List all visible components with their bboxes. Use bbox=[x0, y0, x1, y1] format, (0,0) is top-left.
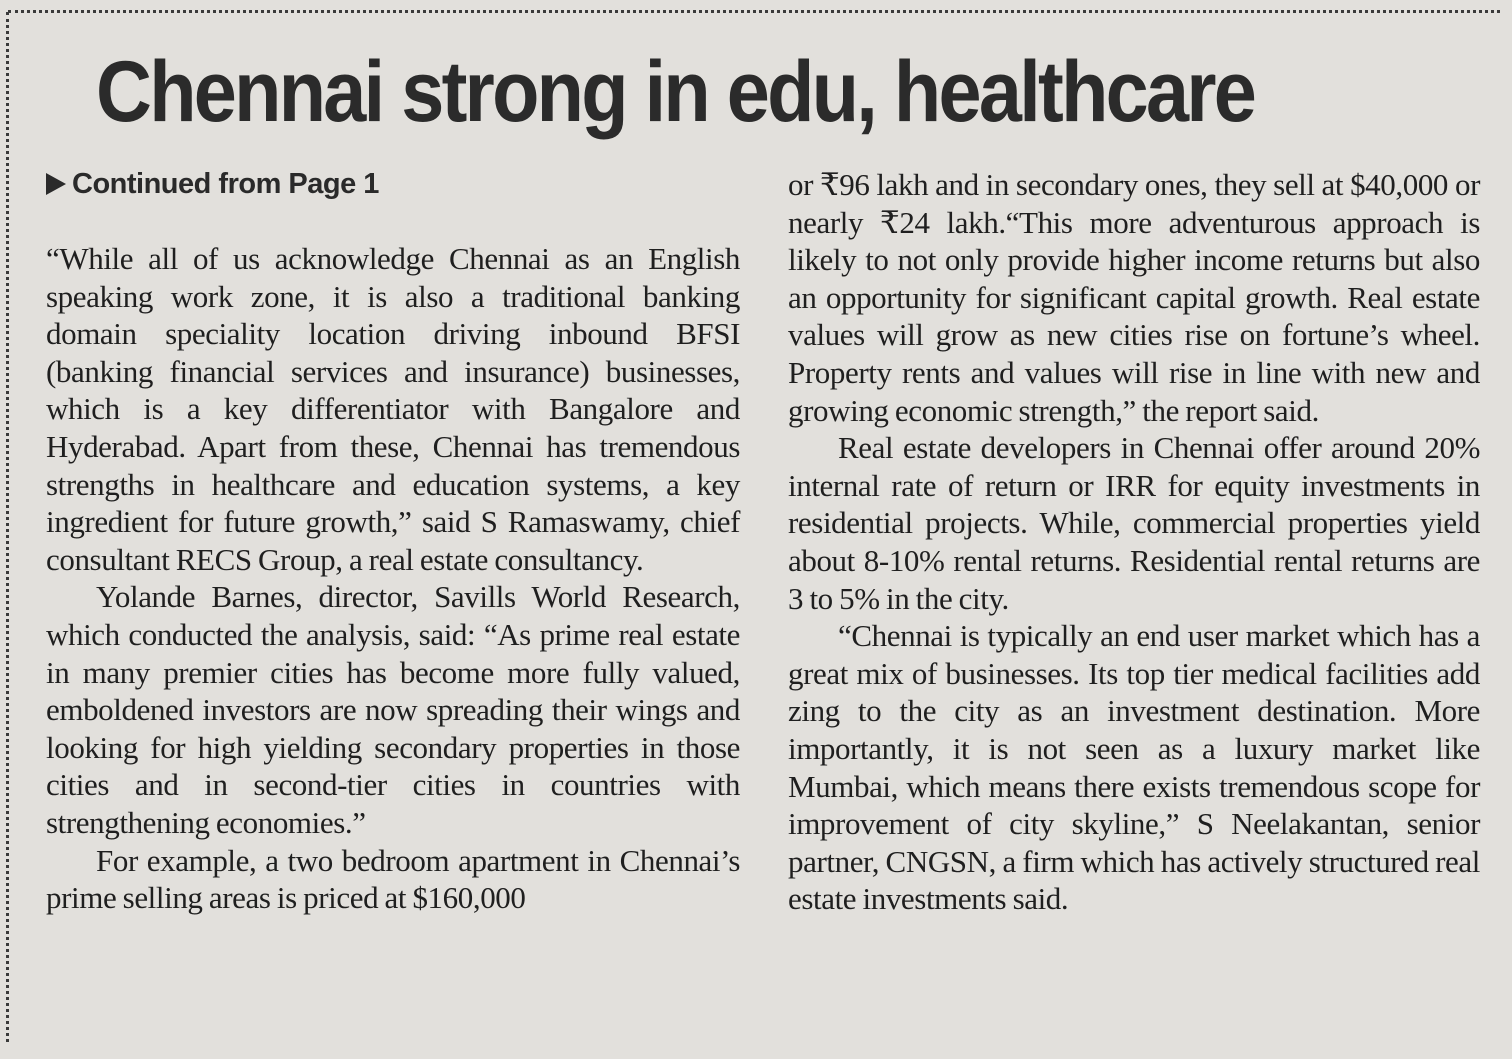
paragraph-neelakantan-quote: “Chennai is typically an end user market which has a great mix of businesses. Its top tier medical facilities add zing to the city as an investment destination. More importantly, it is not seen as a luxury market like Mumbai, which means there exists tremendous scope for improvement of city skyline,” S Neelakantan, senior partner, CNGSN, a firm which has actively structured real estate investments said. bbox=[788, 618, 1480, 917]
paragraph-secondary-prices: or ₹96 lakh and in secondary ones, they sell at $40,000 or nearly ₹24 lakh.“This more adventurous approach is likely to not only provide higher income returns but also an opportunity for significant capital growth. Real estate values will grow as new cities rise on fortune’s wheel. Property rents and values will rise in line with new and growing economic strength,” the report said. bbox=[788, 167, 1480, 428]
paragraph-irr-returns: Real estate developers in Chennai offer around 20% internal rate of return or IRR for equity investments in residential projects. While, commercial properties yield about 8-10% rental returns. Residential rental returns are 3 to 5% in the city. bbox=[788, 430, 1480, 616]
paragraph-example-apartment: For example, a two bedroom apartment in Chennai’s prime selling areas is priced at $160,000 bbox=[46, 842, 740, 916]
paragraph-barnes-quote: Yolande Barnes, director, Savills World Research, which conducted the analysis, said: “As prime real estate in many premier cities has become more fully valued, emboldened investors are now spreading their wings and looking for high yielding secondary properties in those cities and in second-tier cities in countries with strengthening economies.” bbox=[46, 579, 740, 840]
dotted-border-left bbox=[6, 12, 9, 1042]
paragraph-ramaswamy-quote: “While all of us acknowledge Chennai as an English speaking work zone, it is also a traditional banking domain speciality location driving inbound BFSI (banking financial services and insurance) businesses, which is a key differentiator with Bangalore and Hyderabad. Apart from these, Chennai has tremendous strengths in healthcare and education systems, a key ingredient for future growth,” said S Ramaswamy, chief consultant RECS Group, a real estate consultancy. bbox=[46, 241, 740, 577]
dotted-border-top bbox=[8, 10, 1500, 13]
arrow-right-icon bbox=[46, 173, 66, 195]
article-headline: Chennai strong in edu, healthcare bbox=[96, 44, 1255, 140]
continued-text: Continued from Page 1 bbox=[72, 167, 379, 200]
continued-from-label bbox=[46, 164, 379, 204]
right-column bbox=[788, 166, 1480, 918]
left-column bbox=[46, 240, 740, 917]
